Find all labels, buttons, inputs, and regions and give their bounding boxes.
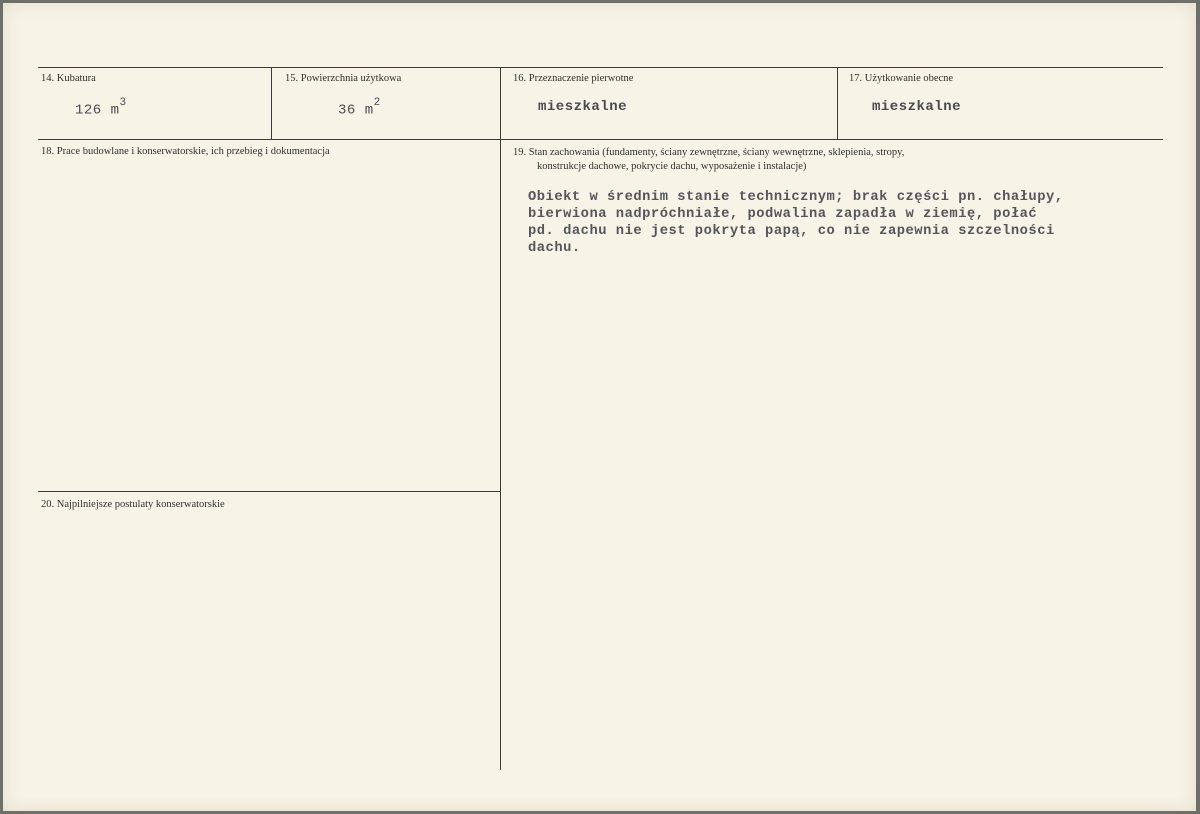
field-18-label: 18. Prace budowlane i konserwatorskie, ich przebieg i dokumentacja xyxy=(41,146,330,157)
field-15-exponent: 2 xyxy=(373,97,381,109)
field-15-label: 15. Powierzchnia użytkowa xyxy=(285,73,402,84)
section18-bottom-rule xyxy=(38,491,500,492)
col-divider-16-17 xyxy=(837,67,838,139)
top-rule xyxy=(38,67,1163,68)
field-19-label-line2: konstrukcje dachowe, pokrycie dachu, wyposażenie i instalacje) xyxy=(537,161,807,172)
field-14-exponent: 3 xyxy=(119,97,127,109)
col-divider-main xyxy=(500,67,501,770)
field-15-number: 36 m xyxy=(338,102,374,119)
field-19-value: Obiekt w średnim stanie technicznym; brak części pn. chałupy, bierwiona nadpróchniałe, podwalina zapadła w ziemię, połać pd. dachu nie jest pokryta papą, co nie zapewnia szczelności dachu. xyxy=(528,190,1064,256)
field-20-label: 20. Najpilniejsze postulaty konserwatorskie xyxy=(41,499,225,510)
field-17-label: 17. Użytkowanie obecne xyxy=(849,73,954,84)
field-14-value xyxy=(75,97,127,119)
field-16-value: mieszkalne xyxy=(538,99,628,115)
field-14-label: 14. Kubatura xyxy=(41,73,96,84)
row1-bottom-rule xyxy=(38,139,1163,140)
field-19-label-line1: 19. Stan zachowania (fundamenty, ściany zewnętrzne, ściany wewnętrzne, sklepienia, stropy, xyxy=(513,147,905,158)
record-card xyxy=(3,3,1196,811)
field-14-number: 126 m xyxy=(75,102,120,119)
field-15-value xyxy=(338,97,381,119)
col-divider-14-15 xyxy=(271,67,272,139)
field-17-value: mieszkalne xyxy=(872,99,962,115)
field-16-label: 16. Przeznaczenie pierwotne xyxy=(513,73,634,84)
